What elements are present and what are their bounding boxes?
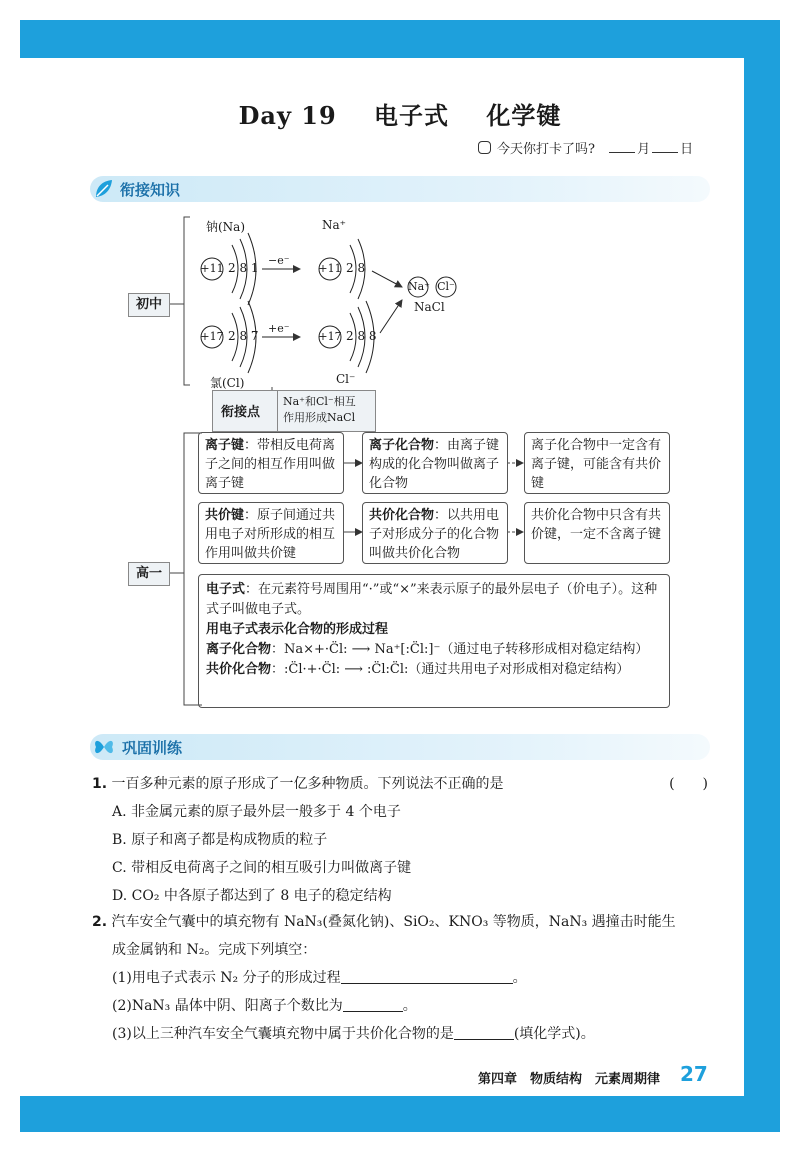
bottom-frame-bar — [20, 1096, 780, 1132]
question-2-sub-2-text: (2)NaN₃ 晶体中阴、阳离子个数比为 — [112, 998, 343, 1014]
ionic-formation-line — [206, 640, 662, 660]
product-na: Na⁺ — [408, 280, 430, 293]
na-ion-label: Na⁺ — [322, 218, 346, 232]
covalent-bond-box — [198, 502, 344, 564]
month-label: 月 — [637, 142, 651, 157]
title-day: Day 19 — [238, 101, 337, 130]
ionic-bond-term: 离子键 — [205, 438, 245, 453]
senior-label: 高一 — [128, 562, 170, 586]
section-header-practice — [90, 734, 710, 760]
question-2-stem-line-1 — [92, 908, 722, 936]
na-ion-shells: 2 8 — [346, 261, 366, 275]
cl-ion-shells: 2 8 8 — [346, 329, 377, 343]
cl-nucleus: +17 — [200, 330, 224, 343]
question-1-option-a: A. 非金属元素的原子最外层一般多于 4 个电子 — [112, 804, 401, 820]
covalent-formation-term: 共价化合物 — [206, 662, 272, 677]
question-2-sub-1-blank[interactable] — [341, 969, 513, 984]
ionic-formation-eq: ：Na×+·C̈l: ⟶ Na⁺[:C̈l:]⁻ — [271, 642, 441, 657]
leaf-icon — [92, 177, 116, 201]
title-topic-1: 电子式 — [374, 101, 450, 130]
ionic-compound-note-box — [524, 432, 670, 494]
na-label: 钠(Na) — [206, 220, 246, 234]
page-number: 27 — [680, 1062, 708, 1086]
cl-ion-nucleus: +17 — [318, 330, 342, 343]
question-2-sub-1-end: 。 — [512, 970, 527, 986]
question-2-sub-2-end: 。 — [402, 998, 417, 1014]
question-1-number: 1. — [92, 776, 108, 792]
checkin-text: 今天你打卡了吗? — [497, 142, 595, 157]
ionic-formation-term: 离子化合物 — [206, 642, 272, 657]
question-1-option-d: D. CO₂ 中各原子都达到了 8 电子的稳定结构 — [112, 888, 392, 904]
checkin-checkbox[interactable] — [478, 141, 491, 154]
covalent-compound-term: 共价化合物 — [369, 508, 435, 523]
covalent-bond-term: 共价键 — [205, 508, 245, 523]
electron-formula-text: ：在元素符号周围用“·”或“×”来表示原子的最外层电子（价电子）。这种式子叫做电子式。 — [206, 582, 658, 617]
link-text-line-2: 作用形成NaCl — [283, 411, 356, 424]
page-title — [0, 96, 800, 131]
question-2-stem-1: 汽车安全气囊中的填充物有 NaN₃(叠氮化钠)、SiO₂、KNO₃ 等物质，NaN₃ 遇撞击时能生 — [111, 914, 676, 930]
question-2-sub-2-blank[interactable] — [343, 997, 403, 1012]
question-2-sub-3 — [92, 1020, 722, 1048]
link-label: 衔接点 — [221, 405, 261, 420]
link-text-line-1: Na⁺和Cl⁻相互 — [283, 395, 356, 408]
top-frame-bar — [20, 20, 780, 58]
cl-ion-label: Cl⁻ — [336, 372, 356, 386]
chapter-footer: 第四章 物质结构 元素周期律 — [478, 1072, 661, 1087]
question-2-number: 2. — [92, 914, 108, 930]
covalent-bond-text: ：原子间通过共用电子对所形成的相互作用叫做共价键 — [205, 508, 336, 561]
question-2-sub-3-blank[interactable] — [454, 1025, 514, 1040]
question-2-sub-3-end: (填化学式)。 — [513, 1026, 595, 1042]
checkin-line — [478, 138, 693, 157]
question-2-sub-2 — [92, 992, 722, 1020]
day-blank[interactable] — [652, 152, 678, 153]
link-box — [212, 390, 376, 432]
na-ion-nucleus: +11 — [318, 262, 342, 275]
na-nucleus: +11 — [200, 262, 224, 275]
question-2-sub-1-text: (1)用电子式表示 N₂ 分子的形成过程 — [112, 970, 341, 986]
formation-heading: 用电子式表示化合物的形成过程 — [206, 622, 389, 637]
cl-shells: 2 8 7 — [228, 329, 259, 343]
ionic-compound-term: 离子化合物 — [369, 438, 435, 453]
link-divider — [277, 391, 278, 431]
electron-formula-def — [206, 580, 662, 620]
covalent-formation-eq: ：:C̈l·+·C̈l: ⟶ :C̈l:C̈l: — [271, 662, 409, 677]
product-cl: Cl⁻ — [437, 280, 455, 293]
covalent-compound-text: ：以共用电子对形成分子的化合物叫做共价化合物 — [369, 508, 500, 561]
section-title-bridge: 衔接知识 — [120, 181, 181, 199]
question-1-stem: 一百多种元素的原子形成了一亿多种物质。下列说法不正确的是 — [111, 776, 504, 792]
month-blank[interactable] — [609, 152, 635, 153]
electron-formula-term: 电子式 — [206, 582, 246, 597]
link-text — [283, 394, 356, 426]
electron-formula-box — [198, 574, 670, 708]
ionic-bond-text: ：带相反电荷离子之间的相互作用叫做离子键 — [205, 438, 336, 491]
lose-electron-label: −e⁻ — [268, 254, 290, 267]
question-1-answer-paren[interactable]: ( ) — [669, 776, 708, 792]
question-2-sub-1 — [92, 964, 722, 992]
ionic-compound-box — [362, 432, 508, 494]
junior-label: 初中 — [128, 293, 170, 317]
ionic-bond-box — [198, 432, 344, 494]
question-1-stem-line — [92, 774, 712, 794]
question-2 — [92, 908, 722, 1048]
title-topic-2: 化学键 — [486, 101, 562, 130]
section-header-bridge — [90, 176, 710, 202]
covalent-compound-note-box — [524, 502, 670, 564]
butterfly-icon — [92, 735, 116, 759]
cl-label: 氯(Cl) — [210, 376, 245, 390]
question-1 — [92, 774, 712, 910]
ionic-formation-note: （通过电子转移形成相对稳定结构） — [440, 642, 649, 657]
question-2-stem-2: 成金属钠和 N₂。完成下列填空： — [112, 942, 317, 958]
question-1-option-c: C. 带相反电荷离子之间的相互吸引力叫做离子键 — [112, 860, 412, 876]
covalent-formation-note: （通过共用电子对形成相对稳定结构） — [408, 662, 630, 677]
ionic-compound-text: ：由离子键构成的化合物叫做离子化合物 — [369, 438, 500, 491]
covalent-compound-box — [362, 502, 508, 564]
ionic-compound-note: 离子化合物中一定含有离子键，可能含有共价键 — [531, 438, 662, 491]
na-shells: 2 8 1 — [228, 261, 259, 275]
day-label: 日 — [680, 142, 694, 157]
covalent-formation-line — [206, 660, 662, 680]
gain-electron-label: +e⁻ — [268, 322, 290, 335]
covalent-compound-note: 共价化合物中只含有共价键，一定不含离子键 — [531, 508, 662, 542]
question-2-sub-3-text: (3)以上三种汽车安全气囊填充物中属于共价化合物的是 — [112, 1026, 454, 1042]
section-title-practice: 巩固训练 — [122, 739, 183, 757]
product-formula: NaCl — [414, 300, 445, 314]
question-1-option-b: B. 原子和离子都是构成物质的粒子 — [112, 832, 328, 848]
